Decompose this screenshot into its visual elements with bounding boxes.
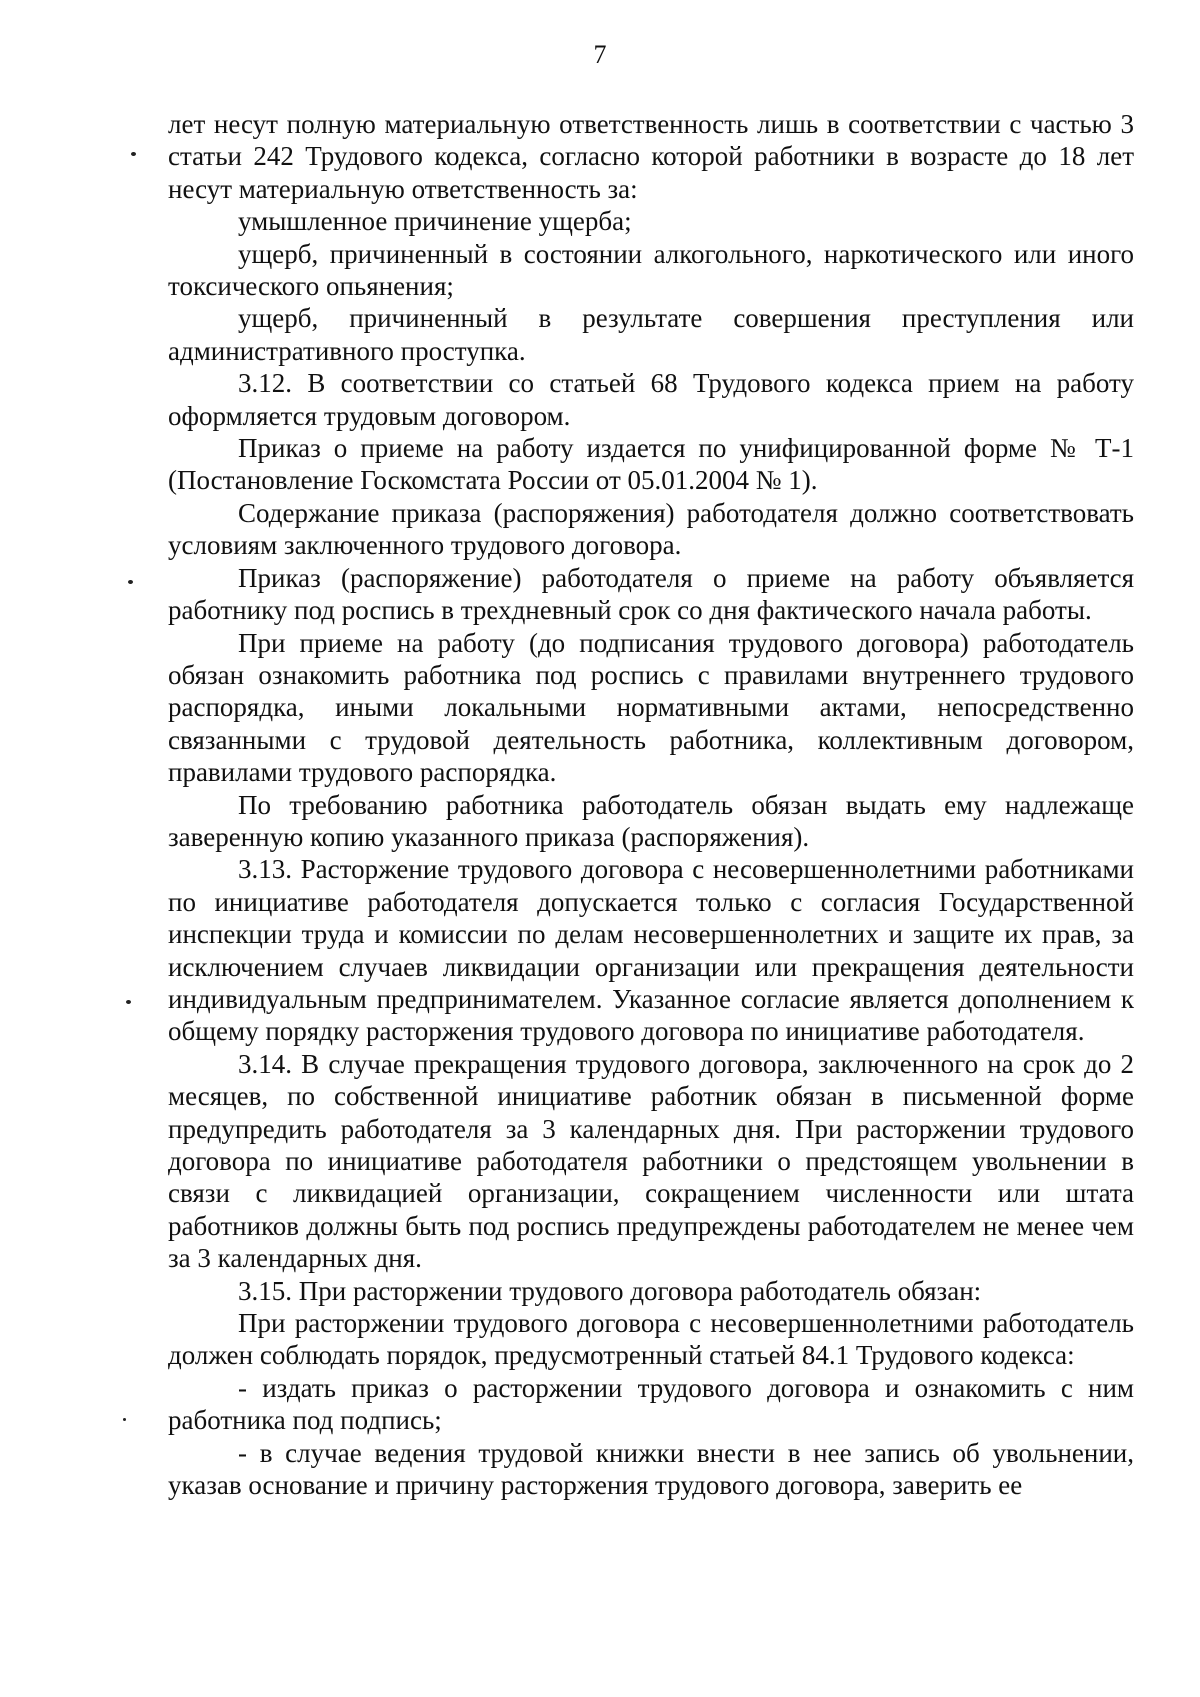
paragraph: Содержание приказа (распоряжения) работодателя должно соответствовать условиям заключенного трудового договора. — [168, 497, 1134, 561]
paragraph: Приказ (распоряжение) работодателя о приеме на работу объявляется работнику под роспись в трехдневный срок со дня фактического начала работы. — [168, 562, 1134, 626]
paragraph: При приеме на работу (до подписания трудового договора) работодатель обязан ознакомить работника под роспись с правилами внутреннего трудового распорядка, иными локальными нормативными актами, непосредственно связанными с трудовой деятельность работника, коллективным договором, правилами трудового распорядка. — [168, 627, 1134, 788]
paragraph: 3.12. В соответствии со статьей 68 Трудового кодекса прием на работу оформляется трудовым договором. — [168, 368, 1134, 431]
paragraph: ущерб, причиненный в результате совершения преступления или административного проступка. — [168, 303, 1134, 366]
paragraph: - в случае ведения трудовой книжки внести в нее запись об увольнении, указав основание и причину расторжения трудового договора, заверить ее — [168, 1437, 1134, 1501]
paragraph: - издать приказ о расторжении трудового договора и ознакомить с ним работника под подпись; — [168, 1372, 1134, 1436]
page-number: 7 — [593, 40, 607, 69]
paragraph: 3.13. Расторжение трудового договора с несовершеннолетними работниками по инициативе работодателя допускается только с согласия Государственной инспекции труда и комиссии по делам несовершеннолетних и защите их прав, за исключением случаев ликвидации организации или прекращения деятельности индивидуальным предпринимателем. Указанное согласие является дополнением к общему порядку расторжения трудового договора по инициативе работодателя. — [168, 854, 1134, 1047]
scan-mark — [123, 1418, 126, 1421]
paragraph: умышленное причинение ущерба; — [238, 206, 632, 237]
paragraph: По требованию работника работодатель обязан выдать ему надлежаще заверенную копию указанного приказа (распоряжения). — [168, 789, 1134, 852]
paragraph: При расторжении трудового договора с несовершеннолетними работодатель должен соблюдать порядок, предусмотренный статьей 84.1 Трудового кодекса: — [168, 1308, 1134, 1371]
paragraph: ущерб, причиненный в состоянии алкогольного, наркотического или иного токсического опьянения; — [168, 238, 1134, 302]
paragraph: лет несут полную материальную ответственность лишь в соответствии с частью 3 статьи 242 Трудового кодекса, согласно которой работники в возрасте до 18 лет несут материальную ответственность за: — [168, 109, 1134, 204]
document-body — [168, 108, 1134, 1501]
scan-mark — [128, 580, 133, 584]
scan-mark — [131, 152, 136, 156]
paragraph: Приказ о приеме на работу издается по унифицированной форме № Т-1 (Постановление Госкомстата России от 05.01.2004 № 1). — [168, 433, 1134, 496]
scan-mark — [126, 1000, 131, 1004]
paragraph: 3.14. В случае прекращения трудового договора, заключенного на срок до 2 месяцев, по собственной инициативе работник обязан в письменной форме предупредить работодателя за 3 календарных дня. При расторжении трудового договора по инициативе работодателя работники о предстоящем увольнении в связи с ликвидацией организации, сокращением численности или штата работников должны быть под роспись предупреждены работодателем не менее чем за 3 календарных дня. — [168, 1048, 1134, 1274]
paragraph: 3.15. При расторжении трудового договора работодатель обязан: — [238, 1275, 982, 1306]
